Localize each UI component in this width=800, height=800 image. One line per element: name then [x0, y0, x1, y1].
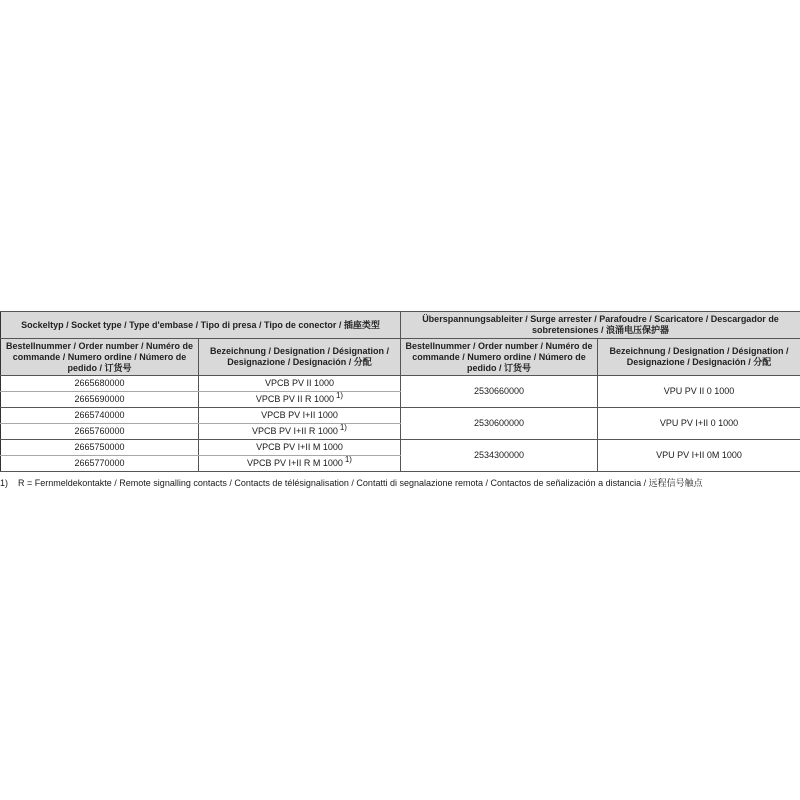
arrester-order-number: 2530660000: [401, 376, 598, 408]
socket-order-number: 2665750000: [1, 440, 199, 456]
column-header-row: [1, 339, 800, 376]
group-header-row: [1, 312, 800, 339]
footnote-reference: 1): [339, 423, 347, 432]
footnote-text: R = Fernmeldekontakte / Remote signalling contacts / Contacts de télésignalisation / Contatti di segnalazione remota / Contactos de señalización a distancia / 远程信号触点: [18, 478, 703, 488]
socket-designation: VPCB PV I+II 1000: [199, 408, 401, 424]
footnote-reference: 1): [335, 391, 344, 400]
table-footnote: [0, 476, 703, 489]
product-table-container: [0, 311, 800, 472]
socket-order-number: 2665760000: [1, 424, 199, 440]
arrester-designation-header: Bezeichnung / Designation / Désignation / Designazione / Designación / 分配: [598, 339, 800, 376]
arrester-designation: VPU PV I+II 0M 1000: [598, 440, 800, 472]
socket-order-number-header: Bestellnummer / Order number / Numéro de commande / Numero ordine / Número de pedido / 订货号: [1, 339, 199, 376]
arrester-designation: VPU PV II 0 1000: [598, 376, 800, 408]
arrester-designation: VPU PV I+II 0 1000: [598, 408, 800, 440]
socket-designation: VPCB PV I+II R M 1000 $^{1)}$: [199, 456, 401, 472]
table-row: [1, 408, 800, 424]
socket-designation: VPCB PV I+II R 1000 $^{1)}$: [199, 424, 401, 440]
socket-designation: VPCB PV II 1000: [199, 376, 401, 392]
socket-designation-header: Bezeichnung / Designation / Désignation / Designazione / Designación / 分配: [199, 339, 401, 376]
socket-arrester-table: [0, 311, 800, 472]
arrester-order-number: 2534300000: [401, 440, 598, 472]
socket-order-number: 2665740000: [1, 408, 199, 424]
footnote-marker: 1): [0, 478, 9, 488]
arrester-order-number-header: Bestellnummer / Order number / Numéro de commande / Numero ordine / Número de pedido / 订货号: [401, 339, 598, 376]
socket-type-group-header: Sockeltyp / Socket type / Type d'embase / Tipo di presa / Tipo de conector / 插座类型: [1, 312, 401, 339]
socket-designation: VPCB PV II R 1000 $^{1)}$: [199, 392, 401, 408]
socket-designation: VPCB PV I+II M 1000: [199, 440, 401, 456]
table-row: [1, 440, 800, 456]
surge-arrester-group-header: Überspannungsableiter / Surge arrester / Parafoudre / Scaricatore / Descargador de sobretensiones / 浪涌电压保护器: [401, 312, 800, 339]
socket-order-number: 2665770000: [1, 456, 199, 472]
arrester-order-number: 2530600000: [401, 408, 598, 440]
footnote-reference: 1): [344, 455, 352, 464]
table-row: [1, 376, 800, 392]
socket-order-number: 2665680000: [1, 376, 199, 392]
socket-order-number: 2665690000: [1, 392, 199, 408]
